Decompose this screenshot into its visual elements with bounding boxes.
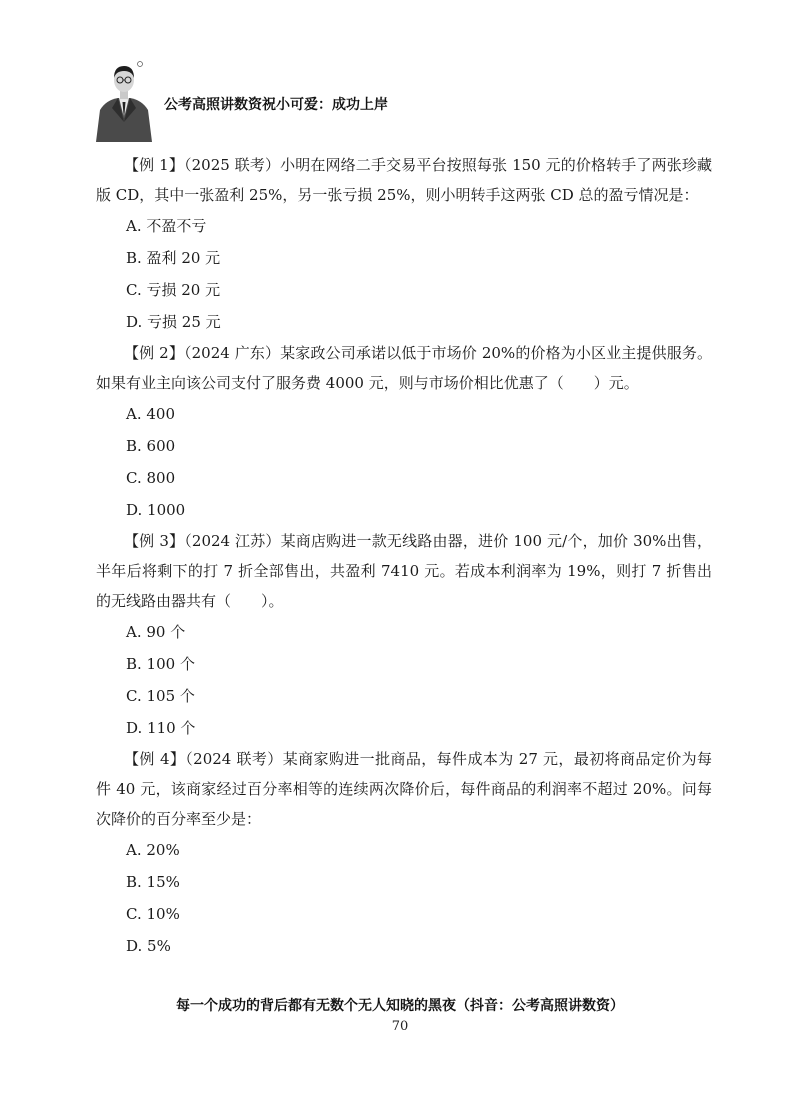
header-title: 公考高照讲数资祝小可爱：成功上岸 <box>164 97 388 113</box>
option-b: B. 100 个 <box>126 655 195 673</box>
question-3 <box>96 526 712 744</box>
option-c: C. 10% <box>126 905 180 923</box>
option-a: A. 20% <box>126 841 180 859</box>
question-4 <box>96 744 712 962</box>
option-d: D. 5% <box>126 937 171 955</box>
page-number: 70 <box>391 1019 409 1034</box>
option-b: B. 15% <box>126 873 180 891</box>
footer-slogan: 每一个成功的背后都有无数个无人知晓的黑夜（抖音：公考高照讲数资） <box>176 998 624 1014</box>
option-d: D. 110 个 <box>126 719 196 737</box>
question-text: 【例 4】（2024 联考）某商家购进一批商品，每件成本为 27 元，最初将商品定价为每件 40 元，该商家经过百分率相等的连续两次降价后，每件商品的利润率不超过 20%。问每次降价的百分率至少是： <box>96 750 712 828</box>
question-text: 【例 1】（2025 联考）小明在网络二手交易平台按照每张 150 元的价格转手了两张珍藏版 CD，其中一张盈利 25%，另一张亏损 25%，则小明转手这两张 CD 总的盈亏情况是： <box>96 156 712 204</box>
option-d: D. 亏损 25 元 <box>126 313 221 331</box>
question-2 <box>96 338 712 526</box>
question-text: 【例 3】（2024 江苏）某商店购进一款无线路由器，进价 100 元/个，加价 30%出售，半年后将剩下的打 7 折全部售出，共盈利 7410 元。若成本利润率为 19%，则打 7 折售出的无线路由器共有（ ）。 <box>96 532 712 610</box>
option-c: C. 105 个 <box>126 687 195 705</box>
question-list <box>96 150 712 962</box>
option-c: C. 亏损 20 元 <box>126 281 221 299</box>
option-a: A. 90 个 <box>126 623 186 641</box>
option-b: B. 盈利 20 元 <box>126 249 221 267</box>
option-d: D. 1000 <box>126 501 186 519</box>
option-a: A. 不盈不亏 <box>126 217 207 235</box>
question-1 <box>96 150 712 338</box>
option-c: C. 800 <box>126 469 176 487</box>
option-a: A. 400 <box>126 405 175 423</box>
author-photo <box>92 58 156 142</box>
option-b: B. 600 <box>126 437 176 455</box>
page-header <box>92 58 552 142</box>
question-text: 【例 2】（2024 广东）某家政公司承诺以低于市场价 20%的价格为小区业主提供服务。如果有业主向该公司支付了服务费 4000 元，则与市场价相比优惠了（ ）元。 <box>96 344 712 392</box>
